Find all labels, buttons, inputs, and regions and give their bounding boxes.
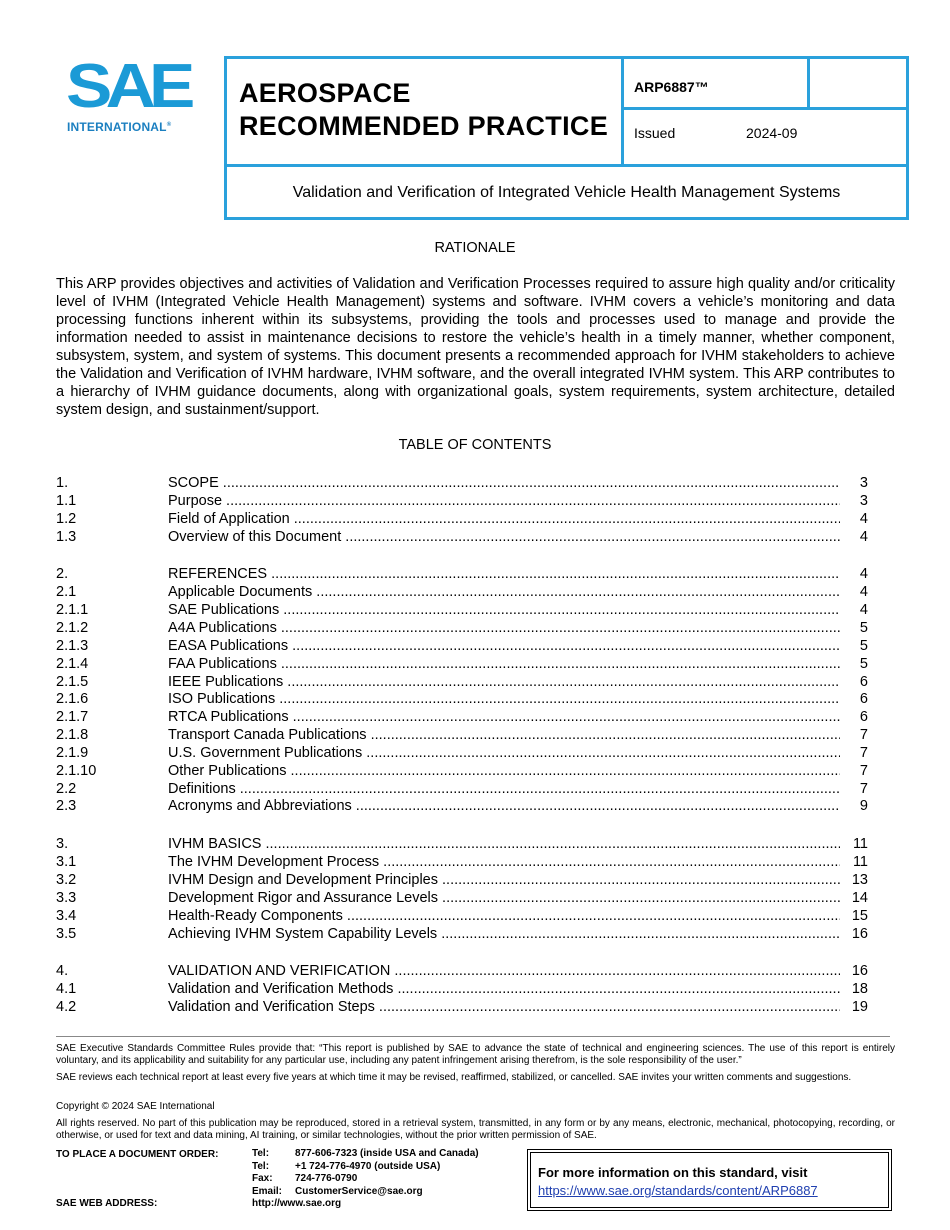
toc-entry-number: 2.2 [56, 780, 77, 797]
toc-entry-title: IEEE Publications ..... [168, 673, 840, 691]
toc-entry-title: The IVHM Development Process ..... [168, 853, 840, 871]
toc-entry-number: 3.1 [56, 854, 77, 871]
toc-entry-number: 1. [56, 475, 69, 491]
tel2: +1 724-776-4970 (outside USA) [295, 1160, 441, 1172]
toc-entry-title: Development Rigor and Assurance Levels ..... [168, 889, 840, 907]
toc-entry-number: 2.1.3 [56, 637, 89, 654]
doc-number-box [621, 56, 810, 110]
toc-entry-page: 5 [859, 619, 868, 636]
copyright: Copyright © 2024 SAE International [56, 1101, 215, 1112]
footer-divider [56, 1036, 890, 1037]
toc-entry-title: U.S. Government Publications ..... [168, 744, 840, 762]
doc-type [239, 77, 608, 143]
toc-entry-number: 2.1.6 [56, 691, 89, 708]
toc-entry[interactable] [56, 835, 868, 853]
toc-heading: TABLE OF CONTENTS [398, 437, 552, 453]
toc-entry-title: Field of Application ..... [168, 510, 840, 528]
doc-title-box [224, 164, 909, 220]
toc-entry-title: IVHM Design and Development Principles ..... [168, 871, 840, 889]
toc-entry[interactable] [56, 780, 868, 798]
contact-block [252, 1148, 479, 1211]
toc-entry-title: Validation and Verification Methods ..... [168, 980, 840, 998]
toc-entry-page: 4 [859, 510, 868, 527]
toc-entry-number: 2.3 [56, 798, 77, 815]
toc-entry-page: 15 [851, 907, 868, 924]
contact-tel1-row [252, 1148, 479, 1161]
tel-label: Tel: [252, 1148, 270, 1159]
toc-entry[interactable] [56, 871, 868, 889]
toc-entry[interactable] [56, 673, 868, 691]
standard-link[interactable]: https://www.sae.org/standards/content/ARP6887 [538, 1183, 818, 1198]
toc-entry-page: 16 [851, 925, 868, 942]
toc-entry-title: IVHM BASICS ..... [168, 835, 840, 853]
toc-entry-number: 4.1 [56, 981, 77, 998]
toc-entry[interactable] [56, 601, 868, 619]
doc-number: ARP6887™ [634, 79, 709, 95]
toc-entry-page: 7 [859, 744, 868, 761]
toc-entry[interactable] [56, 708, 868, 726]
toc-entry-title: Transport Canada Publications ..... [168, 726, 840, 744]
toc-entry[interactable] [56, 744, 868, 762]
toc-entry-number: 2.1.1 [56, 602, 89, 619]
toc-entry[interactable] [56, 907, 868, 925]
toc-entry[interactable] [56, 980, 868, 998]
toc-entry[interactable] [56, 528, 868, 546]
toc-entry-title: A4A Publications ..... [168, 619, 840, 637]
toc-entry-page: 19 [851, 999, 868, 1016]
toc-entry-page: 3 [859, 475, 868, 491]
toc-entry-page: 7 [859, 762, 868, 779]
doc-title: Validation and Verification of Integrated Vehicle Health Management Systems [292, 184, 841, 201]
toc-entry-number: 3.3 [56, 889, 77, 906]
toc-entry[interactable] [56, 797, 868, 815]
toc-entry-number: 2.1.5 [56, 673, 89, 690]
toc-entry[interactable] [56, 998, 868, 1016]
toc-entry-number: 3. [56, 836, 69, 853]
toc-entry[interactable] [56, 726, 868, 744]
toc-entry-title: Acronyms and Abbreviations ..... [168, 797, 840, 815]
toc-entry-page: 3 [859, 492, 868, 509]
toc-entry[interactable] [56, 492, 868, 510]
toc-entry-page: 9 [859, 798, 868, 815]
sae-logo [63, 52, 193, 136]
doc-type-line2: RECOMMENDED PRACTICE [239, 111, 609, 141]
toc-entry-page: 16 [851, 963, 868, 980]
issued-box [621, 107, 909, 167]
toc-entry-title: FAA Publications ..... [168, 655, 840, 673]
doc-type-box [224, 56, 624, 167]
email[interactable]: CustomerService@sae.org [295, 1185, 423, 1197]
toc-entry-page: 14 [851, 889, 868, 906]
logo-subtitle-text: INTERNATIONAL [67, 120, 167, 134]
toc-entry[interactable] [56, 510, 868, 528]
order-label: TO PLACE A DOCUMENT ORDER: [56, 1149, 219, 1160]
toc-entry-number: 4.2 [56, 999, 77, 1016]
more-info-title: For more information on this standard, visit [538, 1165, 808, 1180]
toc-entry-page: 6 [859, 673, 868, 690]
more-info-box [527, 1149, 892, 1211]
toc-entry[interactable] [56, 962, 868, 980]
toc-entry-title: SAE Publications ..... [168, 601, 840, 619]
toc-entry-number: 2.1.4 [56, 655, 89, 672]
web-address-label: SAE WEB ADDRESS: [56, 1198, 158, 1209]
toc-entry-title: Purpose ..... [168, 492, 840, 510]
toc-entry-title: Achieving IVHM System Capability Levels ..... [168, 925, 840, 943]
toc-entry-page: 6 [859, 709, 868, 726]
toc-entry[interactable] [56, 583, 868, 601]
toc-entry-title: RTCA Publications ..... [168, 708, 840, 726]
toc-entry-number: 2.1.10 [56, 762, 97, 779]
rules-text: SAE Executive Standards Committee Rules provide that: “This report is published by SAE to advance the state of technical and engineering sciences. The use of this report is entirely voluntary, and its applicability and suitability for any particular use, including any patent infringement arising therefrom, is the sole responsibility of the user.” [56, 1043, 895, 1066]
toc-entry-title: Health-Ready Components ..... [168, 907, 840, 925]
toc-entry[interactable] [56, 637, 868, 655]
toc-entry-number: 1.2 [56, 510, 77, 527]
toc-entry-number: 2. [56, 566, 69, 583]
toc-entry-number: 3.2 [56, 872, 77, 888]
tel-label-2: Tel: [252, 1160, 270, 1172]
toc-entry[interactable] [56, 565, 868, 583]
toc-entry-number: 3.4 [56, 907, 77, 924]
toc-entry-title: REFERENCES ..... [168, 565, 840, 583]
web-address[interactable]: http://www.sae.org [252, 1198, 342, 1209]
toc-entry-page: 11 [852, 854, 868, 871]
contact-tel2-row [252, 1161, 479, 1174]
contact-fax-row [252, 1173, 479, 1186]
toc-entry-number: 2.1 [56, 584, 77, 601]
contact-email-row [252, 1186, 479, 1199]
toc-entry[interactable] [56, 690, 868, 708]
toc-entry[interactable] [56, 925, 868, 943]
toc-entry-page: 6 [859, 691, 868, 708]
toc-entry-page: 18 [851, 981, 868, 998]
toc-entry-page: 4 [859, 584, 868, 601]
toc-entry-title: Validation and Verification Steps ..... [168, 998, 840, 1016]
logo-subtitle [67, 120, 171, 134]
toc-entry-number: 1.1 [56, 492, 77, 509]
rationale-heading: RATIONALE [434, 240, 516, 256]
registered-mark: ® [166, 122, 172, 128]
toc-entry[interactable] [56, 853, 868, 871]
toc-entry-page: 7 [859, 780, 868, 797]
toc-entry-number: 2.1.9 [56, 744, 89, 761]
rights-text: All rights reserved. No part of this publication may be reproduced, stored in a retrieval system, transmitted, in any form or by any means, electronic, mechanical, photocopying, recording, or otherwise, or used for text and data mining, AI training, or similar technologies, without the prior written permission of SAE. [56, 1118, 895, 1141]
toc-entry[interactable] [56, 474, 868, 492]
review-text: SAE reviews each technical report at least every five years at which time it may be revised, reaffirmed, stabilized, or cancelled. SAE invites your written comments and suggestions. [56, 1072, 852, 1083]
email-label: Email: [252, 1185, 283, 1197]
toc-entry-number: 2.1.8 [56, 727, 89, 744]
toc-entry-title: Definitions ..... [168, 780, 840, 798]
toc-entry-page: 13 [851, 872, 868, 888]
rationale-text: This ARP provides objectives and activities of Validation and Verification Processes required to assure high quality and/or criticality level of IVHM (Integrated Vehicle Health Management) systems and software. IVHM covers a vehicle’s monitoring and data processing functions inherent within its subsystems, providing the tools and processes used to manage and provide the information needed to assist in maintenance decisions to restore the vehicle’s health in a timely manner, whether component, subsystem, system, and system of systems. This document presents a recommended approach for IVHM stakeholders to achieve the Validation and Verification of IVHM hardware, IVHM software, and the overall integrated IVHM system. This ARP contributes to a hierarchy of IVHM guidance documents, along with organizational goals, system requirements, system architecture, detailed system design, and sustainment/support. [56, 276, 895, 418]
toc-entry[interactable] [56, 762, 868, 780]
toc-entry-title: EASA Publications ..... [168, 637, 840, 655]
toc-entry-number: 4. [56, 963, 69, 980]
toc-entry-number: 3.5 [56, 925, 77, 942]
toc-entry-page: 5 [859, 655, 868, 672]
blank-box [807, 56, 909, 110]
toc-entry[interactable] [56, 619, 868, 637]
toc-entry-page: 11 [852, 836, 868, 853]
fax-label: Fax: [252, 1173, 273, 1184]
toc-entry-number: 2.1.2 [56, 619, 89, 636]
toc-entry-title: Applicable Documents ..... [168, 583, 840, 601]
toc-entry-title: ISO Publications ..... [168, 690, 840, 708]
toc-entry[interactable] [56, 889, 868, 907]
toc-entry-page: 5 [859, 637, 868, 654]
toc-entry-page: 4 [859, 528, 868, 545]
doc-type-line1: AEROSPACE [239, 78, 411, 108]
fax: 724-776-0790 [295, 1173, 358, 1184]
toc-entry-title: SCOPE ..... [168, 474, 840, 492]
tel1: 877-606-7323 (inside USA and Canada) [295, 1148, 479, 1159]
logo-mark: SAE [66, 52, 189, 121]
issued-date: 2024-09 [746, 125, 798, 141]
toc-entry-number: 2.1.7 [56, 709, 89, 726]
toc-entry-title: Overview of this Document ..... [168, 528, 840, 546]
toc-entry-title: Other Publications ..... [168, 762, 840, 780]
issued-label: Issued [634, 125, 676, 141]
toc-entry[interactable] [56, 655, 868, 673]
toc-entry-page: 7 [859, 727, 868, 744]
toc-entry-page: 4 [859, 566, 868, 583]
toc-entry-page: 4 [859, 602, 868, 619]
toc-entry-title: VALIDATION AND VERIFICATION ..... [168, 962, 840, 980]
toc-entry-number: 1.3 [56, 528, 77, 545]
